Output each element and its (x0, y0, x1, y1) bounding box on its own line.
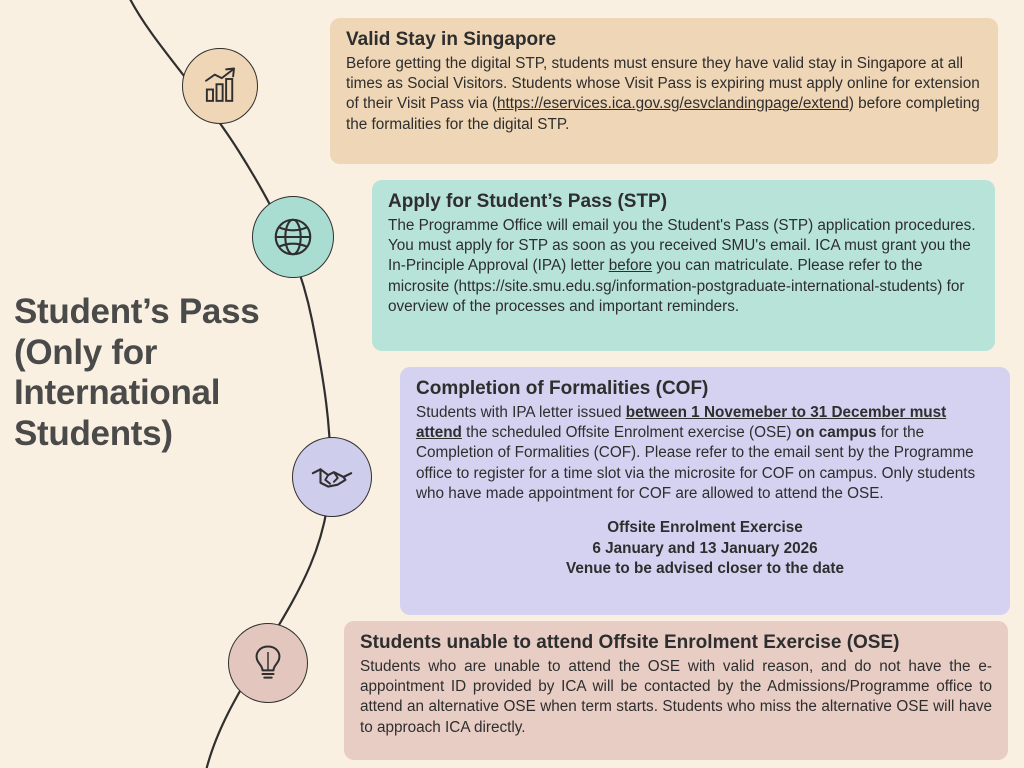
card-body-part2: you can matriculate. Please refer to the microsite (https://site.smu.edu.sg/information-postgraduate-international-students) for overview of the processes and important reminders. (388, 257, 965, 316)
card-unable-to-attend-ose (344, 621, 1008, 760)
ose-title: Offsite Enrolment Exercise (607, 519, 803, 537)
card-body: Students who are unable to attend the OSE with valid reason, and do not have the e-appointment ID provided by ICA will be contacted by the Admissions/Programme office to attend an alternative OSE when term starts. Students who miss the alternative OSE will have to approach ICA directly. (360, 657, 992, 736)
node-globe (252, 196, 334, 278)
card-body-part1: The Programme Office will email you the Student's Pass (STP) application procedures. You must apply for STP as soon as you received SMU's email. ICA must grant you the In-Principle Approval (IPA) letter (388, 216, 976, 275)
ica-extension-link[interactable]: https://eservices.ica.gov.sg/esvclandingpage/extend (497, 95, 849, 113)
card-body-post-link: ) before completing the formalities for the digital STP. (346, 95, 980, 133)
node-handshake (292, 437, 372, 517)
card-apply-stp (372, 180, 995, 351)
page-title: Student’s Pass (Only for International Students) (14, 292, 260, 453)
card-body (416, 403, 994, 505)
lightbulb-icon (246, 641, 290, 685)
globe-icon (270, 214, 316, 260)
ose-dates: 6 January and 13 January 2026 (592, 539, 818, 557)
ose-details (416, 518, 994, 579)
card-valid-stay (330, 18, 998, 164)
bar-chart-growth-icon (199, 65, 241, 107)
card-body-pre-link: Before getting the digital STP, students must ensure they have valid stay in Singapore at all times as Social Visitors. Students whose Visit Pass is expiring must apply online for extension of their Visit Pass via ( (346, 54, 980, 113)
emphasis-date-range: between 1 Novemeber to 31 December must attend (416, 403, 947, 442)
card-body-part3: for the Completion of Formalities (COF). Please refer to the email sent by the Programme office to register for a time slot via the microsite for COF on campus. Only students who have made appointment for COF are allowed to attend the OSE. (416, 424, 976, 503)
node-bar-chart (182, 48, 258, 124)
handshake-icon (309, 454, 355, 500)
card-heading: Completion of Formalities (COF) (416, 378, 709, 399)
card-body-part1: Students with IPA letter issued (416, 403, 626, 421)
emphasis-before: before (608, 257, 653, 275)
card-completion-of-formalities (400, 367, 1010, 615)
ose-venue: Venue to be advised closer to the date (566, 560, 844, 578)
emphasis-on-campus: on campus (795, 424, 877, 442)
card-heading: Valid Stay in Singapore (346, 29, 557, 50)
card-body-part2: the scheduled Offsite Enrolment exercise (OSE) (461, 424, 796, 442)
node-lightbulb (228, 623, 308, 703)
card-body (346, 54, 982, 135)
card-body (388, 216, 979, 318)
card-heading: Students unable to attend Offsite Enrolment Exercise (OSE) (360, 632, 900, 653)
card-heading: Apply for Student’s Pass (STP) (388, 191, 668, 212)
